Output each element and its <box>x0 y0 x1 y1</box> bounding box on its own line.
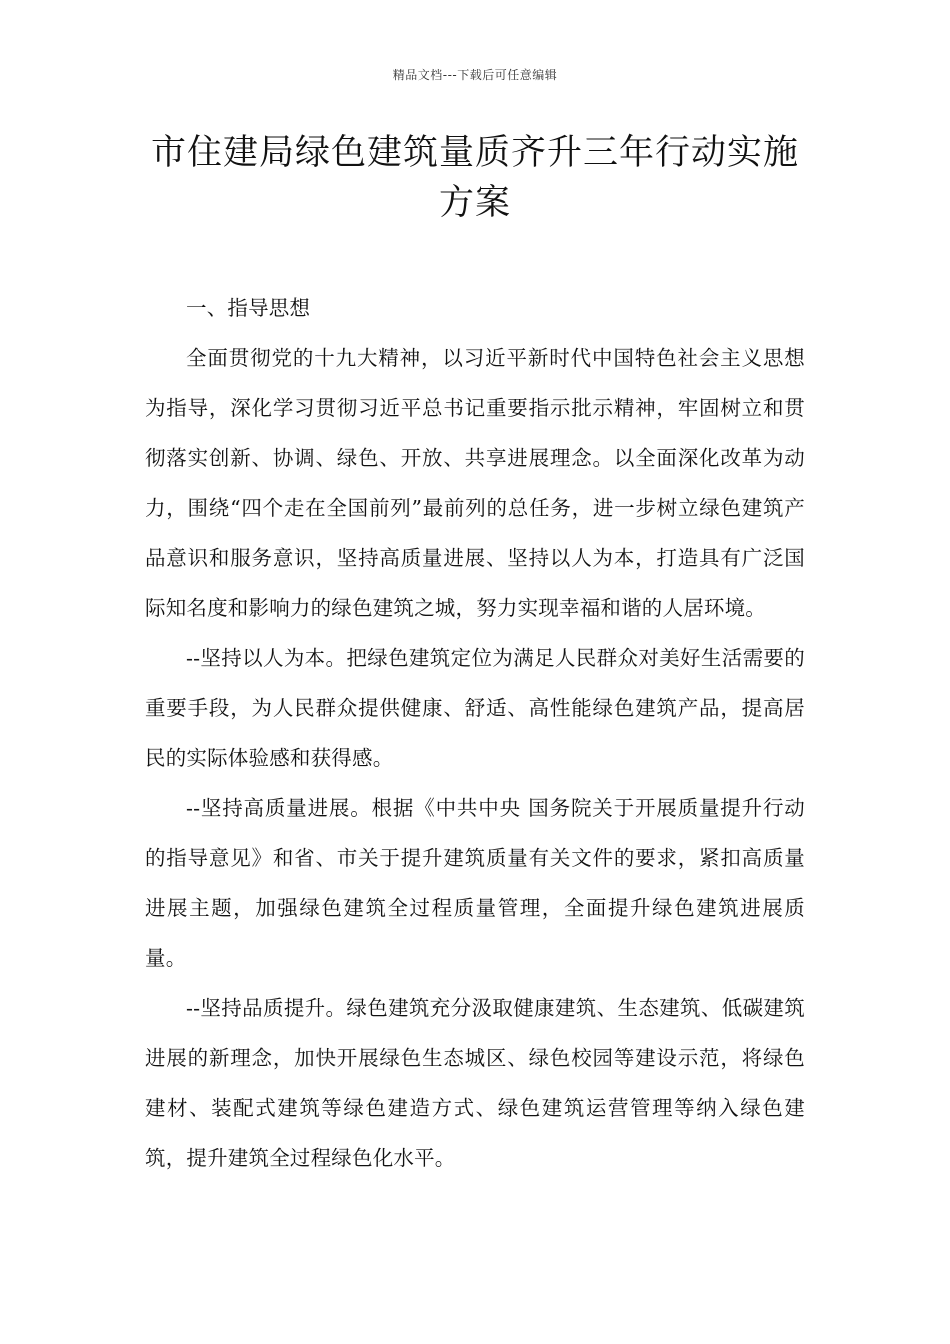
paragraph: 全面贯彻党的十九大精神，以习近平新时代中国特色社会主义思想为指导，深化学习贯彻习近平总书记重要指示批示精神，牢固树立和贯彻落实创新、协调、绿色、开放、共享进展理念。以全面深化改革为动力，围绕“四个走在全国前列”最前列的总任务，进一步树立绿色建筑产品意识和服务意识，坚持高质量进展、坚持以人为本，打造具有广泛国际知名度和影响力的绿色建筑之城，努力实现幸福和谐的人居环境。 <box>145 346 805 620</box>
paragraph: --坚持高质量进展。根据《中共中央 国务院关于开展质量提升行动的指导意见》和省、市关于提升建筑质量有关文件的要求，紧扣高质量进展主题，加强绿色建筑全过程质量管理，全面提升绿色建筑进展质量。 <box>145 796 805 970</box>
paragraph: --坚持品质提升。绿色建筑充分汲取健康建筑、生态建筑、低碳建筑进展的新理念，加快开展绿色生态城区、绿色校园等建设示范，将绿色建材、装配式建筑等绿色建造方式、绿色建筑运营管理等纳入绿色建筑，提升建筑全过程绿色化水平。 <box>145 996 805 1170</box>
document-title: 市住建局绿色建筑量质齐升三年行动实施方案 <box>150 133 799 223</box>
header-note: 精品文档---下载后可任意编辑 <box>392 68 558 82</box>
paragraph: --坚持以人为本。把绿色建筑定位为满足人民群众对美好生活需要的重要手段，为人民群众提供健康、舒适、高性能绿色建筑产品，提高居民的实际体验感和获得感。 <box>145 646 805 770</box>
section-heading: 一、指导思想 <box>186 296 311 320</box>
document-body <box>145 283 805 1183</box>
